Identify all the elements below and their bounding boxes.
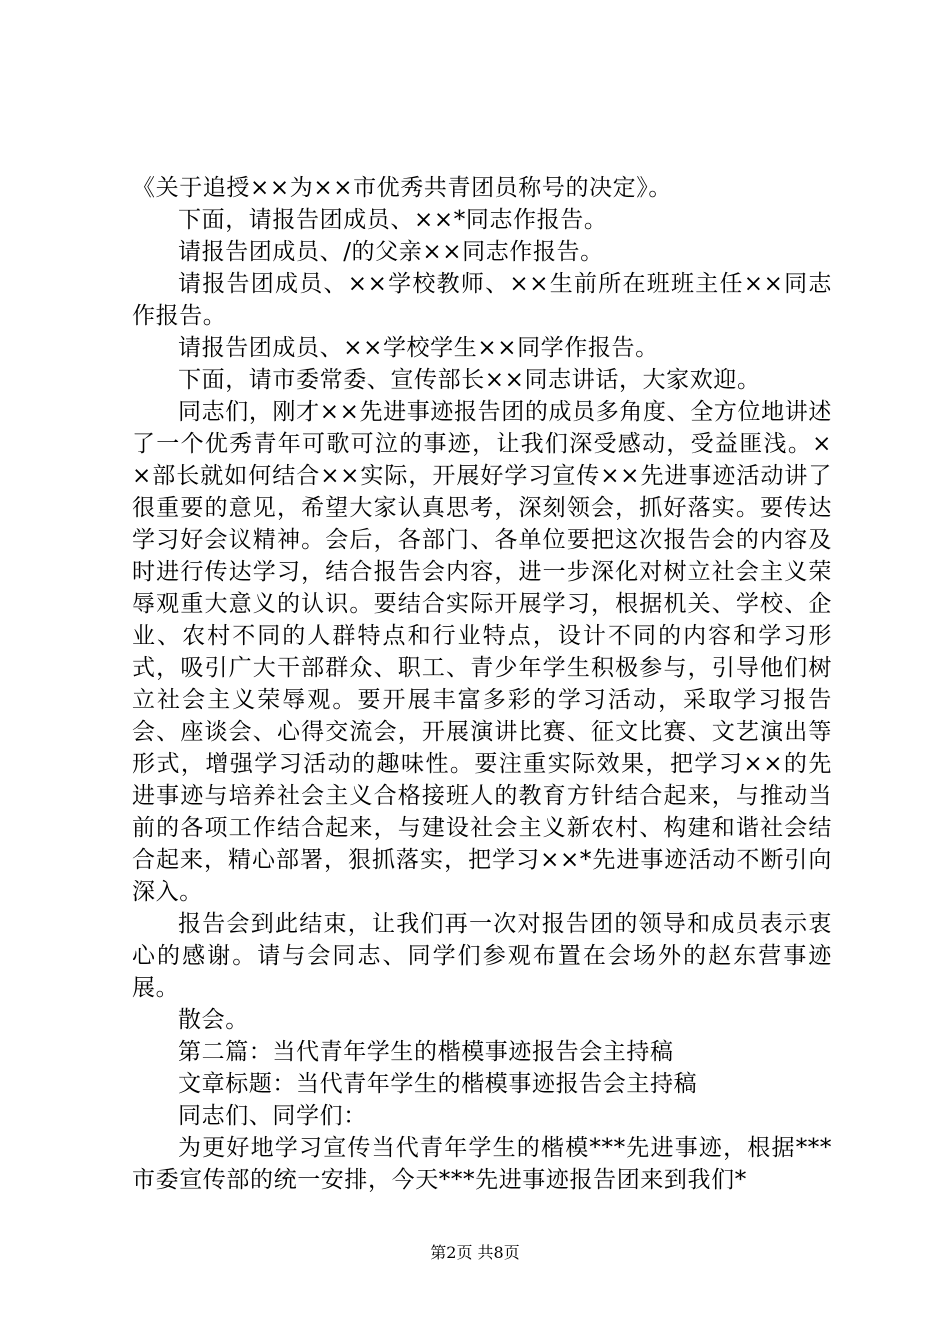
page-number-label: 第2页 共8页 [430,1243,520,1262]
paragraph-report-3: 请报告团成员、××学校教师、××生前所在班班主任××同志作报告。 [132,271,832,329]
page-footer [0,1243,950,1263]
paragraph-report-1: 下面，请报告团成员、××*同志作报告。 [178,207,608,233]
paragraph-article-title: 文章标题：当代青年学生的楷模事迹报告会主持稿 [178,1071,698,1097]
paragraph-decision-title: 《关于追授××为××市优秀共青团员称号的决定》。 [132,175,672,201]
paragraph-summary: 同志们，刚才××先进事迹报告团的成员多角度、全方位地讲述了一个优秀青年可歌可泣的事迹，让我们深受感动，受益匪浅。××部长就如何结合××实际，开展好学习宣传××先进事迹活动讲了很重要的意见，希望大家认真思考，深刻领会，抓好落实。要传达学习好会议精神。会后，各部门、各单位要把这次报告会的内容及时进行传达学习，结合报告会内容，进一步深化对树立社会主义荣辱观重大意义的认识。要结合实际开展学习，根据机关、学校、企业、农村不同的人群特点和行业特点，设计不同的内容和学习形式，吸引广大干部群众、职工、青少年学生积极参与，引导他们树立社会主义荣辱观。要开展丰富多彩的学习活动，采取学习报告会、座谈会、心得交流会，开展演讲比赛、征文比赛、文艺演出等形式，增强学习活动的趣味性。要注重实际效果，把学习××的先进事迹与培养社会主义合格接班人的教育方针结合起来，与推动当前的各项工作结合起来，与建设社会主义新农村、构建和谐社会结合起来，精心部署，狠抓落实，把学习××*先进事迹活动不断引向深入。 [132,399,832,905]
paragraph-closing: 报告会到此结束，让我们再一次对报告团的领导和成员表示衷心的感谢。请与会同志、同学们参观布置在会场外的赵东营事迹展。 [132,911,832,1001]
paragraph-greeting: 同志们、同学们： [178,1103,367,1129]
document-body [132,172,832,1196]
paragraph-adjourn: 散会。 [178,1007,249,1033]
paragraph-section-heading: 第二篇：当代青年学生的楷模事迹报告会主持稿 [178,1039,674,1065]
paragraph-speech-intro: 下面，请市委常委、宣传部长××同志讲话，大家欢迎。 [178,367,761,393]
paragraph-opening: 为更好地学习宣传当代青年学生的楷模***先进事迹，根据***市委宣传部的统一安排，今天***先进事迹报告团来到我们* [132,1135,832,1193]
paragraph-report-2: 请报告团成员、/的父亲××同志作报告。 [178,239,604,265]
paragraph-report-4: 请报告团成员、××学校学生××同学作报告。 [178,335,659,361]
